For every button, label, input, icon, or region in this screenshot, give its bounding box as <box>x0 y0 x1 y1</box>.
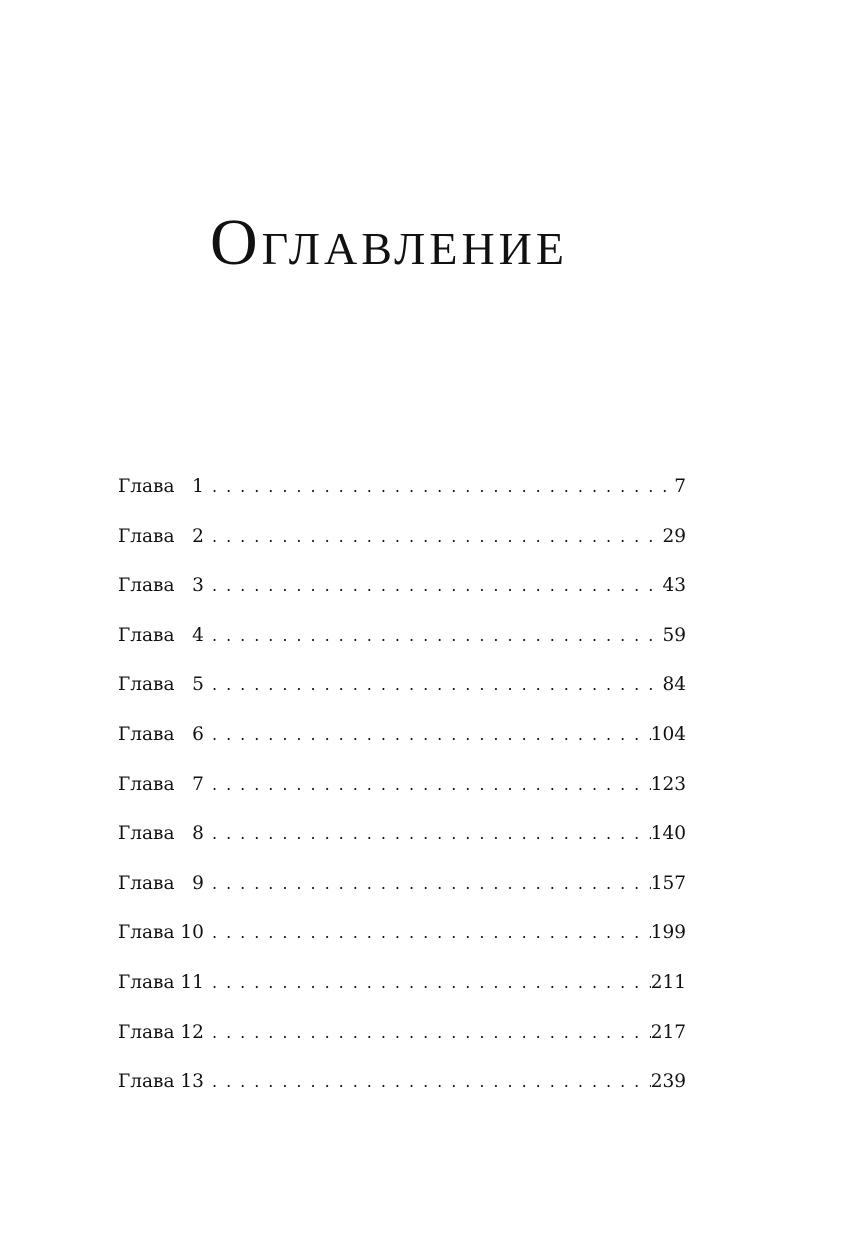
dot-leader <box>212 1074 651 1090</box>
page-number: 157 <box>650 872 686 894</box>
page-number: 43 <box>662 575 686 597</box>
chapter-label: Глава 4 <box>118 624 204 646</box>
toc-entry-7[interactable] <box>118 773 686 826</box>
toc-entry-9[interactable] <box>118 872 686 925</box>
dot-leader <box>212 529 662 545</box>
chapter-label: Глава 2 <box>118 525 204 547</box>
toc-entry-8[interactable] <box>118 825 686 875</box>
dot-leader <box>212 826 651 842</box>
page-number: 239 <box>650 1071 686 1093</box>
chapter-label: Глава 1 <box>118 476 204 497</box>
toc-entry-13[interactable] <box>118 1073 686 1123</box>
chapter-label: Глава 12 <box>118 1021 204 1043</box>
page-number: 59 <box>662 624 686 646</box>
chapter-label: Глава 8 <box>118 823 204 845</box>
dot-leader <box>212 876 651 892</box>
page-title: Оглавление <box>210 206 568 279</box>
toc-entry-3[interactable] <box>118 577 686 627</box>
chapter-label: Глава 9 <box>118 872 204 894</box>
toc-entry-1[interactable] <box>118 478 686 528</box>
dot-leader <box>212 975 651 991</box>
chapter-label: Глава 7 <box>118 773 204 795</box>
chapter-label: Глава 10 <box>118 922 204 944</box>
chapter-label: Глава 13 <box>118 1071 204 1093</box>
chapter-label: Глава 11 <box>118 971 204 993</box>
page-number: 211 <box>650 971 686 993</box>
page-number: 7 <box>674 476 686 497</box>
dot-leader <box>212 578 662 594</box>
page-number: 199 <box>650 922 686 944</box>
page-number: 217 <box>650 1021 686 1043</box>
page-number: 104 <box>650 723 686 745</box>
dot-leader <box>212 677 662 693</box>
chapter-label: Глава 3 <box>118 575 204 597</box>
table-of-contents <box>118 478 686 1123</box>
page-number: 29 <box>662 525 686 547</box>
toc-entry-10[interactable] <box>118 924 686 974</box>
dot-leader <box>212 1025 651 1041</box>
toc-entry-4[interactable] <box>118 624 686 677</box>
page-number: 84 <box>662 674 686 696</box>
toc-entry-5[interactable] <box>118 676 686 726</box>
toc-entry-6[interactable] <box>118 723 686 776</box>
dot-leader <box>212 925 651 941</box>
chapter-label: Глава 5 <box>118 674 204 696</box>
dot-leader <box>212 628 662 644</box>
toc-entry-2[interactable] <box>118 525 686 578</box>
page-number: 140 <box>650 823 686 845</box>
page-number: 123 <box>650 773 686 795</box>
toc-entry-11[interactable] <box>118 971 686 1024</box>
dot-leader <box>212 479 674 495</box>
chapter-label: Глава 6 <box>118 723 204 745</box>
toc-entry-12[interactable] <box>118 1021 686 1074</box>
dot-leader <box>212 777 651 793</box>
dot-leader <box>212 727 651 743</box>
